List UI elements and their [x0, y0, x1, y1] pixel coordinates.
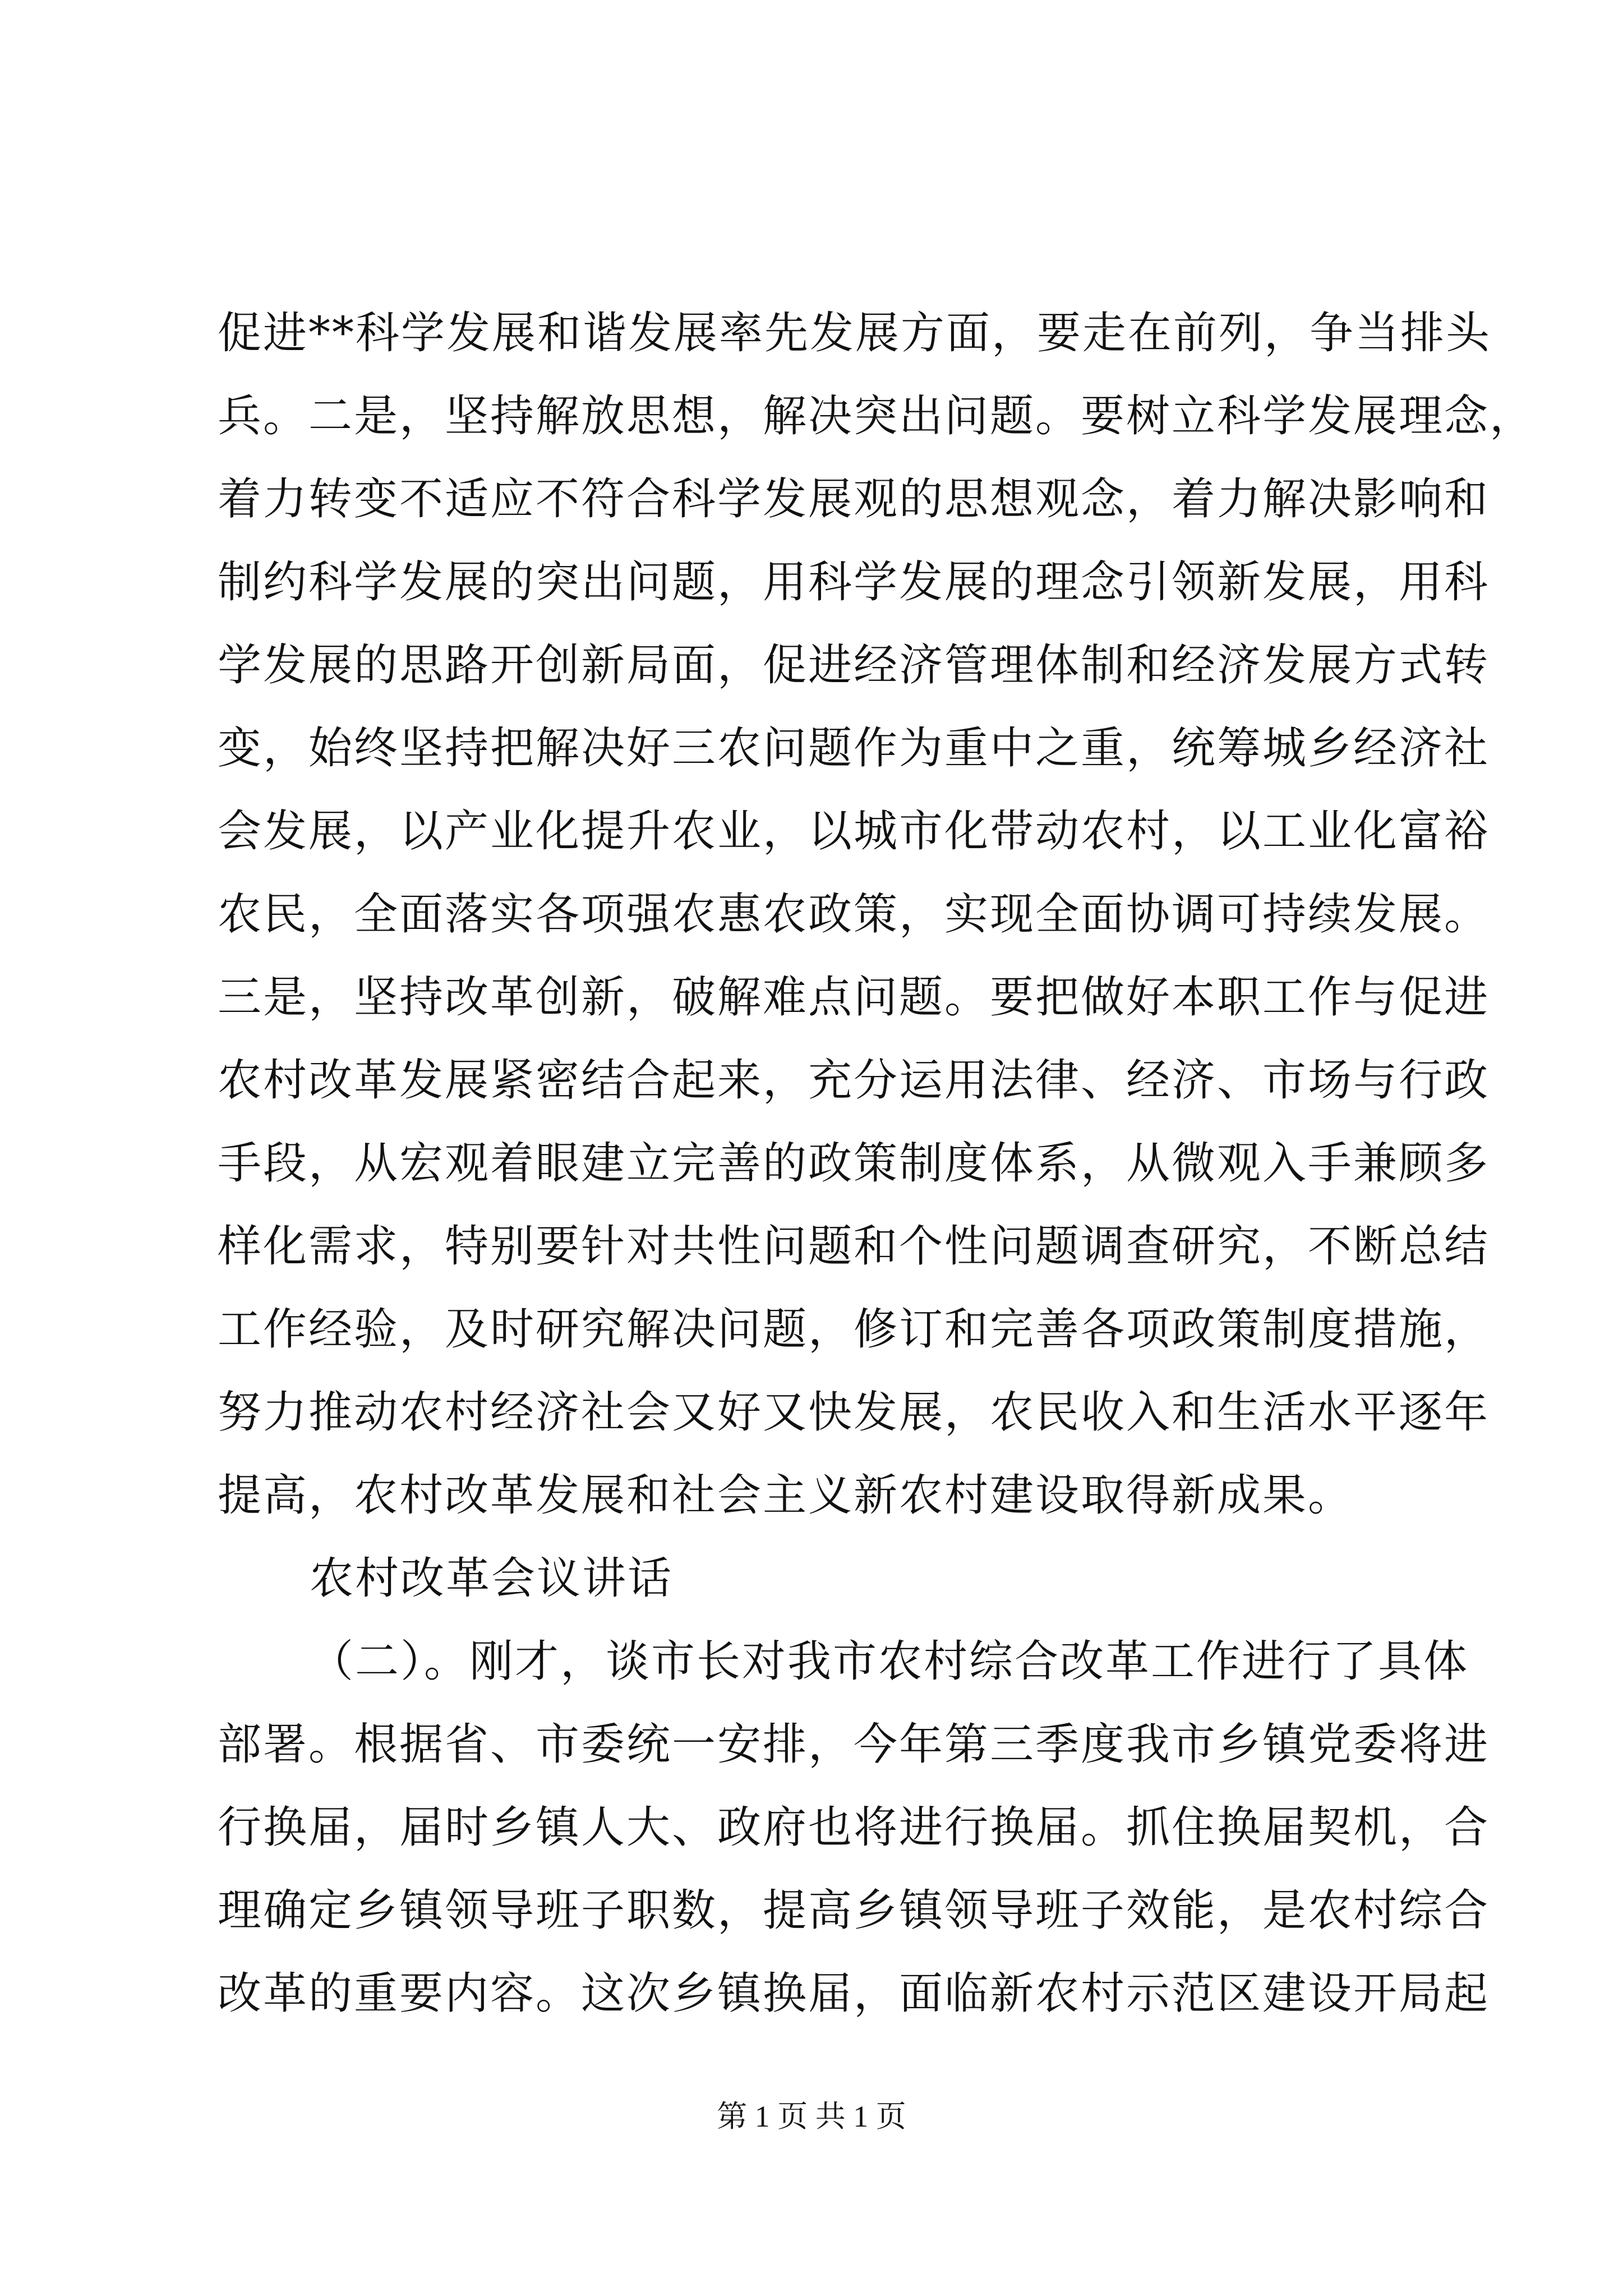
paragraph-line: 手段，从宏观着眼建立完善的政策制度体系，从微观入手兼顾多 [218, 1138, 1490, 1189]
paragraph-line: 提高，农村改革发展和社会主义新农村建设取得新成果。 [218, 1470, 1354, 1521]
document-body [218, 292, 1536, 2035]
paragraph-line: 学发展的思路开创新局面，促进经济管理体制和经济发展方式转 [218, 640, 1490, 691]
paragraph-line: 着力转变不适应不符合科学发展观的思想观念，着力解决影响和 [218, 474, 1490, 524]
paragraph-line: 工作经验，及时研究解决问题，修订和完善各项政策制度措施， [218, 1304, 1490, 1355]
page-number-footer: 第 1 页 共 1 页 [717, 2100, 906, 2133]
section-heading: 农村改革会议讲话 [310, 1553, 674, 1604]
paragraph-line: 兵。二是，坚持解放思想，解决突出问题。要树立科学发展理念， [218, 391, 1536, 441]
paragraph-line: 制约科学发展的突出问题，用科学发展的理念引领新发展，用科 [218, 557, 1490, 608]
paragraph-line: 变，始终坚持把解决好三农问题作为重中之重，统筹城乡经济社 [218, 723, 1490, 774]
paragraph-line: 促进**科学发展和谐发展率先发展方面，要走在前列，争当排头 [218, 308, 1492, 358]
paragraph-line: 行换届，届时乡镇人大、政府也将进行换届。抓住换届契机，合 [218, 1802, 1490, 1853]
paragraph-line: 部署。根据省、市委统一安排，今年第三季度我市乡镇党委将进 [218, 1719, 1490, 1770]
paragraph-line: 农民，全面落实各项强农惠农政策，实现全面协调可持续发展。 [218, 889, 1490, 940]
paragraph-line: 样化需求，特别要针对共性问题和个性问题调查研究，不断总结 [218, 1221, 1490, 1272]
paragraph-line: 改革的重要内容。这次乡镇换届，面临新农村示范区建设开局起 [218, 1968, 1490, 2019]
paragraph-line: 会发展，以产业化提升农业，以城市化带动农村，以工业化富裕 [218, 806, 1490, 857]
paragraph-line: 努力推动农村经济社会又好又快发展，农民收入和生活水平逐年 [218, 1387, 1490, 1438]
paragraph-line: 理确定乡镇领导班子职数，提高乡镇领导班子效能，是农村综合 [218, 1885, 1490, 1936]
paragraph-line: 三是，坚持改革创新，破解难点问题。要把做好本职工作与促进 [218, 972, 1490, 1023]
paragraph-line: （二）。刚才，谈市长对我市农村综合改革工作进行了具体 [310, 1636, 1469, 1687]
paragraph-line: 农村改革发展紧密结合起来，充分运用法律、经济、市场与行政 [218, 1055, 1490, 1106]
